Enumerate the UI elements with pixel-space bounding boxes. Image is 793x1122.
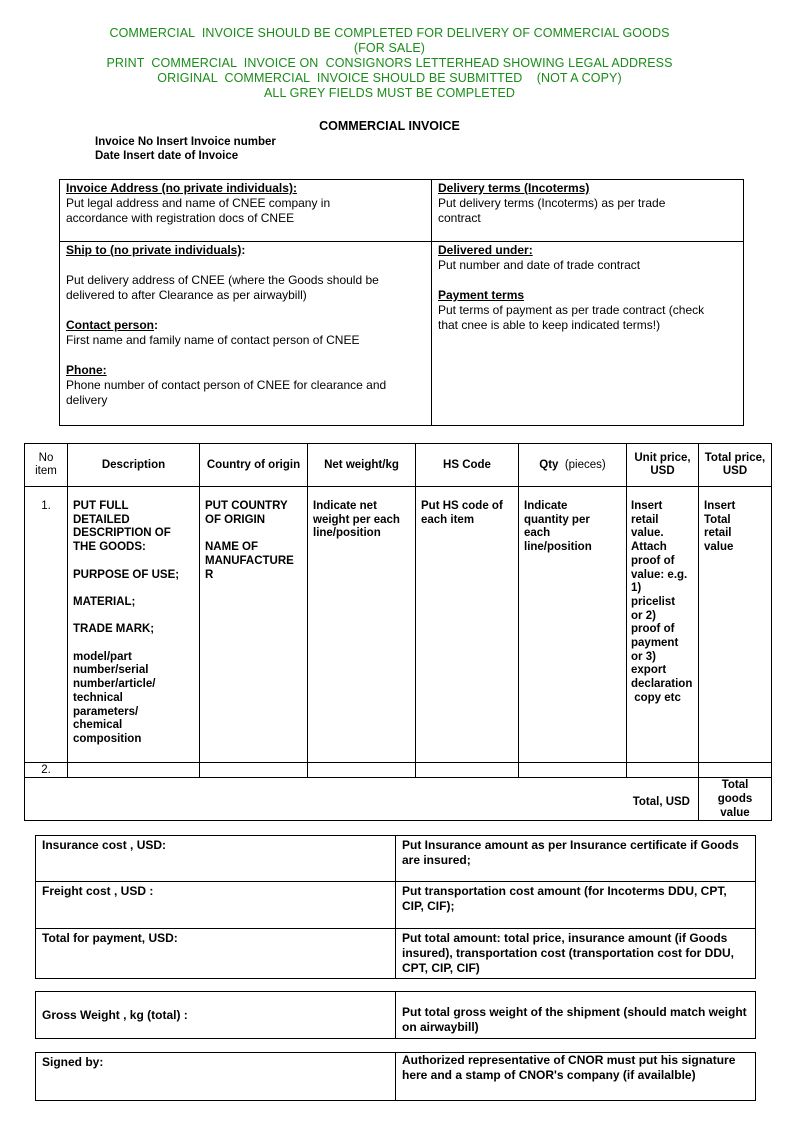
- ship-to-cell[interactable]: [66, 243, 428, 408]
- column-header-no: No item: [25, 444, 68, 487]
- item-net-weight[interactable]: Indicate net weight per each line/position: [308, 487, 416, 763]
- instructions-notice: [0, 26, 779, 101]
- ship-to-text: Put delivery address of CNEE (where the Goods should be: [66, 273, 379, 287]
- total-payment-label: Total for payment, USD:: [36, 929, 396, 979]
- phone-text: Phone number of contact person of CNEE for clearance and: [66, 378, 387, 392]
- item-qty[interactable]: Indicate quantity per each line/position: [519, 487, 627, 763]
- column-header-unit-price: Unit price, USD: [627, 444, 699, 487]
- item-description[interactable]: PUT FULL DETAILED DESCRIPTION OF THE GOODS: PURPOSE OF USE; MATERIAL; TRADE MARK; model/part number/serial number/article/ technical parameters/ chemical composition: [68, 487, 200, 763]
- invoice-address-cell[interactable]: [66, 181, 426, 226]
- table-row: [36, 929, 756, 979]
- ship-to-text: delivered to after Clearance as per airwaybill): [66, 288, 307, 302]
- delivered-under-heading: Delivered under:: [438, 243, 533, 257]
- column-header-description: Description: [68, 444, 200, 487]
- table-row: [36, 1053, 756, 1101]
- divider: [431, 180, 432, 425]
- item-number: 1.: [25, 487, 68, 763]
- column-header-net-weight: Net weight/kg: [308, 444, 416, 487]
- phone-text: delivery: [66, 393, 108, 407]
- table-row: [36, 836, 756, 882]
- cost-table: [35, 835, 756, 979]
- table-row: [25, 763, 772, 778]
- delivery-terms-heading: Delivery terms (Incoterms): [438, 181, 590, 195]
- qty-unit: (pieces): [564, 458, 606, 471]
- ship-to-heading: Ship to (no private individuals): [66, 243, 242, 257]
- item-unit-price[interactable]: [627, 763, 699, 778]
- contact-person-text: First name and family name of contact person of CNEE: [66, 333, 360, 347]
- item-country[interactable]: [200, 763, 308, 778]
- total-usd-label: Total, USD: [25, 778, 699, 821]
- qty-label: Qty: [539, 458, 559, 471]
- item-total-price[interactable]: [699, 763, 772, 778]
- notice-line: ORIGINAL COMMERCIAL INVOICE SHOULD BE SUBMITTED (NOT A COPY): [157, 71, 622, 85]
- signed-by-label: Signed by:: [36, 1053, 396, 1101]
- invoice-date-field[interactable]: Date Insert date of Invoice: [95, 150, 239, 162]
- item-hs-code[interactable]: [416, 763, 519, 778]
- column-header-hs-code: HS Code: [416, 444, 519, 487]
- address-box: [59, 179, 744, 426]
- payment-terms-text: that cnee is able to keep indicated terms!): [438, 318, 661, 332]
- total-goods-value[interactable]: Total goods value: [699, 778, 772, 821]
- table-row: [36, 992, 756, 1039]
- items-table: [24, 443, 772, 821]
- gross-weight-label: Gross Weight , kg (total) :: [36, 992, 396, 1039]
- contact-person-heading: Contact person: [66, 318, 155, 332]
- insurance-cost-value[interactable]: Put Insurance amount as per Insurance certificate if Goods are insured;: [396, 836, 756, 882]
- signature-field[interactable]: Authorized representative of CNOR must put his signature here and a stamp of CNOR's company (if availalble): [396, 1053, 756, 1101]
- total-row: [25, 778, 772, 821]
- notice-line: PRINT COMMERCIAL INVOICE ON CONSIGNORS LETTERHEAD SHOWING LEGAL ADDRESS: [106, 56, 673, 70]
- payment-terms-text: Put terms of payment as per trade contract (check: [438, 303, 705, 317]
- document-title: COMMERCIAL INVOICE: [319, 119, 460, 133]
- contact-person-colon: :: [154, 318, 159, 332]
- table-header-row: [25, 444, 772, 487]
- notice-line: ALL GREY FIELDS MUST BE COMPLETED: [263, 86, 516, 100]
- invoice-address-text: Put legal address and name of CNEE company in: [66, 196, 331, 210]
- item-unit-price[interactable]: Insert retail value. Attach proof of value: e.g. 1) pricelist or 2) proof of payment or 3) export declaration copy etc: [627, 487, 699, 763]
- freight-cost-label: Freight cost , USD :: [36, 882, 396, 929]
- item-country[interactable]: PUT COUNTRY OF ORIGIN NAME OF MANUFACTURE R: [200, 487, 308, 763]
- total-payment-value[interactable]: Put total amount: total price, insurance amount (if Goods insured), transportation cost (transportation cost for DDU, CPT, CIP, CIF): [396, 929, 756, 979]
- column-header-total-price: Total price, USD: [699, 444, 772, 487]
- item-qty[interactable]: [519, 763, 627, 778]
- table-row: [25, 487, 772, 763]
- item-number: 2.: [25, 763, 68, 778]
- payment-terms-heading: Payment terms: [438, 288, 525, 302]
- gross-weight-table: [35, 991, 756, 1039]
- item-hs-code[interactable]: Put HS code of each item: [416, 487, 519, 763]
- invoice-number-field[interactable]: Invoice No Insert Invoice number: [95, 136, 276, 148]
- signature-table: [35, 1052, 756, 1101]
- invoice-meta: [95, 135, 276, 163]
- invoice-address-heading: Invoice Address (no private individuals):: [66, 181, 297, 195]
- delivery-terms-cell[interactable]: [438, 181, 738, 226]
- item-description[interactable]: [68, 763, 200, 778]
- ship-to-colon: :: [241, 243, 246, 257]
- insurance-cost-label: Insurance cost , USD:: [36, 836, 396, 882]
- invoice-address-text: accordance with registration docs of CNEE: [66, 211, 295, 225]
- column-header-country: Country of origin: [200, 444, 308, 487]
- notice-line: COMMERCIAL INVOICE SHOULD BE COMPLETED FOR DELIVERY OF COMMERCIAL GOODS: [109, 26, 670, 40]
- delivery-terms-text: contract: [438, 211, 481, 225]
- column-header-qty: [519, 444, 627, 487]
- phone-heading: Phone:: [66, 363, 107, 377]
- delivered-under-cell[interactable]: [438, 243, 738, 333]
- gross-weight-value[interactable]: Put total gross weight of the shipment (should match weight on airwaybill): [396, 992, 756, 1039]
- delivered-under-text: Put number and date of trade contract: [438, 258, 641, 272]
- notice-line: (FOR SALE): [353, 41, 426, 55]
- divider: [60, 241, 743, 242]
- delivery-terms-text: Put delivery terms (Incoterms) as per trade: [438, 196, 666, 210]
- item-total-price[interactable]: Insert Total retail value: [699, 487, 772, 763]
- table-row: [36, 882, 756, 929]
- item-net-weight[interactable]: [308, 763, 416, 778]
- freight-cost-value[interactable]: Put transportation cost amount (for Incoterms DDU, CPT, CIP, CIF);: [396, 882, 756, 929]
